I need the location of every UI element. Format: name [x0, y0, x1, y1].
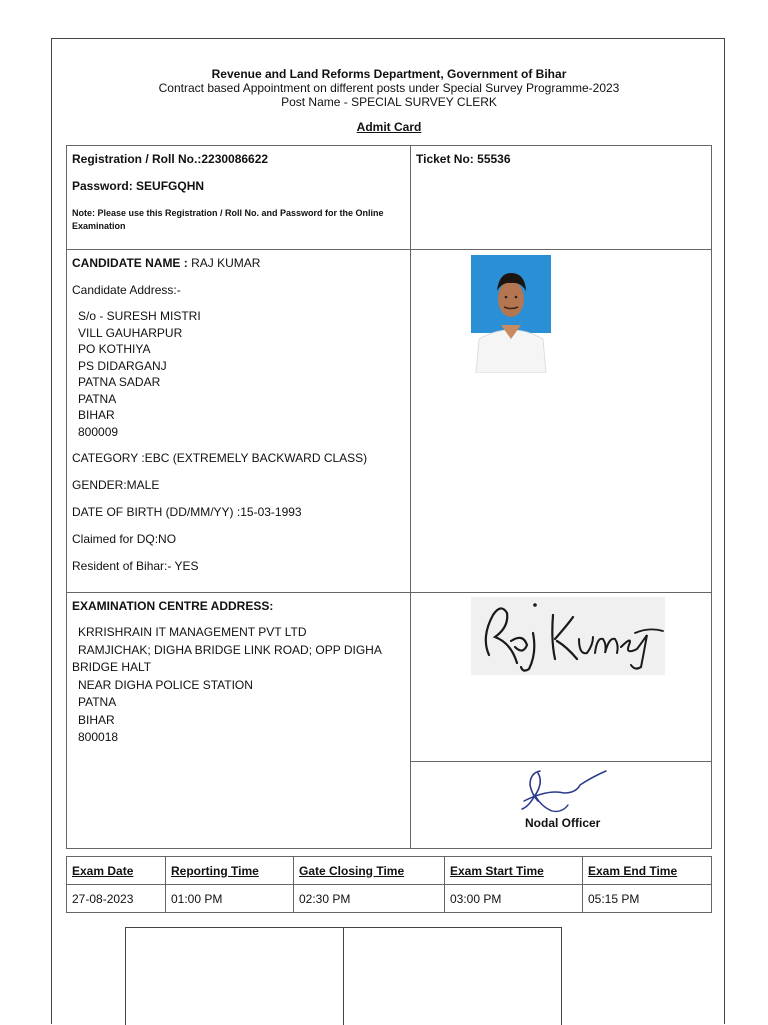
- centre-line: KRRISHRAIN IT MANAGEMENT PVT LTD: [78, 625, 307, 639]
- centre-line: RAMJICHAK; DIGHA BRIDGE LINK ROAD; OPP DIGHA: [78, 642, 382, 657]
- ticket-label: Ticket No:: [416, 152, 474, 166]
- admit-card-page: [51, 38, 725, 1024]
- reporting-time-value: 01:00 PM: [166, 885, 294, 913]
- candidate-name-line: [72, 255, 260, 271]
- exam-date-header: Exam Date: [67, 857, 166, 885]
- ticket-number: 55536: [477, 152, 511, 166]
- exam-centre-label: EXAMINATION CENTRE ADDRESS:: [72, 599, 274, 613]
- department-heading: Revenue and Land Reforms Department, Government of Bihar: [211, 67, 567, 81]
- login-note: Note: Please use this Registration / Roll No. and Password for the Online Examination: [72, 208, 384, 231]
- ticket-line: [416, 151, 511, 167]
- nodal-officer-signature: [518, 767, 612, 817]
- exam-end-value: 05:15 PM: [583, 885, 712, 913]
- centre-line: BIHAR: [78, 712, 115, 727]
- details-table: [66, 145, 712, 849]
- column-divider: [410, 145, 411, 849]
- centre-line: NEAR DIGHA POLICE STATION: [78, 677, 253, 692]
- exam-date-value: 27-08-2023: [67, 885, 166, 913]
- reporting-time-header: Reporting Time: [166, 857, 294, 885]
- registration-roll: [72, 151, 268, 167]
- bihar-resident: Resident of Bihar:- YES: [72, 559, 199, 573]
- candidate-name-label: CANDIDATE NAME :: [72, 256, 188, 270]
- row-divider-1: [66, 249, 712, 250]
- candidate-address-label: Candidate Address:-: [72, 283, 181, 297]
- address-line: VILL GAUHARPUR: [78, 325, 183, 340]
- exam-end-header: Exam End Time: [583, 857, 712, 885]
- candidate-photo: [471, 255, 551, 373]
- bottom-box-divider: [343, 927, 344, 1025]
- exam-start-value: 03:00 PM: [445, 885, 583, 913]
- roll-number: 2230086622: [201, 152, 269, 166]
- post-name: Post Name - SPECIAL SURVEY CLERK: [281, 95, 497, 109]
- admit-card-title-text: Admit Card: [356, 120, 422, 134]
- centre-line: 800018: [78, 730, 119, 744]
- address-line: PO KOTHIYA: [78, 342, 151, 356]
- password-value: SEUFGQHN: [136, 179, 205, 193]
- candidate-signature: [471, 597, 665, 675]
- category: CATEGORY :EBC (EXTREMELY BACKWARD CLASS): [72, 451, 368, 465]
- address-line: PATNA: [78, 391, 117, 406]
- schedule-value-row: [67, 885, 712, 913]
- password-label: Password:: [72, 179, 133, 193]
- gate-closing-value: 02:30 PM: [294, 885, 445, 913]
- centre-line: BRIDGE HALT: [72, 660, 152, 674]
- address-line: PS DIDARGANJ: [78, 358, 167, 373]
- programme-subtitle: Contract based Appointment on different posts under Special Survey Programme-2023: [158, 81, 620, 95]
- row-divider-3: [410, 761, 712, 762]
- candidate-name: RAJ KUMAR: [191, 256, 261, 270]
- schedule-header-row: [67, 857, 712, 885]
- nodal-officer-label: Nodal Officer: [525, 816, 601, 830]
- row-divider-2: [66, 592, 712, 593]
- admit-card-title: [52, 120, 726, 134]
- roll-label: Registration / Roll No.:: [72, 152, 202, 166]
- password-line: [72, 178, 204, 194]
- gate-closing-header: Gate Closing Time: [294, 857, 445, 885]
- address-line: BIHAR: [78, 408, 115, 422]
- exam-schedule-table: [66, 856, 712, 913]
- centre-line: PATNA: [78, 695, 117, 709]
- dq-claim: Claimed for DQ:NO: [72, 532, 177, 546]
- gender: GENDER:MALE: [72, 478, 160, 492]
- address-line: 800009: [78, 424, 119, 439]
- date-of-birth: DATE OF BIRTH (DD/MM/YY) :15-03-1993: [72, 505, 302, 519]
- exam-start-header: Exam Start Time: [445, 857, 583, 885]
- address-line: S/o - SURESH MISTRI: [78, 309, 201, 323]
- address-line: PATNA SADAR: [78, 375, 161, 389]
